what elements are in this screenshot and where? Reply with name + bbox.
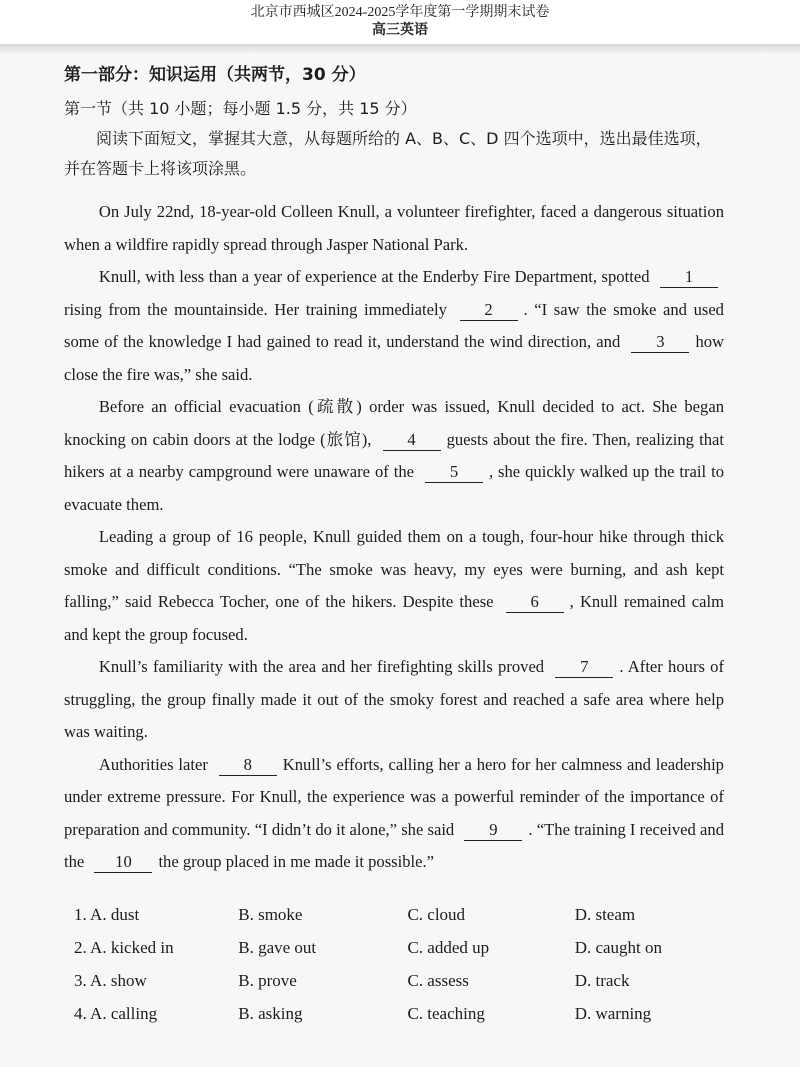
blank-6: 6 [506, 592, 564, 613]
paragraph-5: Knull’s familiarity with the area and her firefighting skills proved 7 . After hours of struggling, the group finally made it out of the smoky forest and reached a safe area where help was waiting. [64, 657, 724, 741]
option-a: 4. A. calling [74, 1004, 158, 1023]
blank-8: 8 [219, 755, 277, 776]
option-d: D. steam [574, 905, 636, 924]
option-c: C. teaching [407, 1004, 485, 1023]
option-a: 3. A. show [74, 971, 147, 990]
option-c: C. cloud [407, 905, 466, 924]
section-title: 第一节（共 10 小题；每小题 1.5 分，共 15 分） [64, 99, 417, 118]
exam-header [0, 0, 800, 44]
blank-7: 7 [555, 657, 613, 678]
options-row-3 [74, 965, 724, 998]
option-d: D. caught on [574, 938, 663, 957]
paragraph-2: Knull, with less than a year of experience at the Enderby Fire Department, spotted 1rising from the mountainside. Her training immediately 2 . “I saw the smoke and used some of the knowledge I had gained to read it, understand the wind direction, and 3 how close the fire was,” she said. [64, 267, 725, 384]
options-row-4 [74, 998, 724, 1031]
blank-3: 3 [631, 332, 689, 353]
blank-5: 5 [425, 462, 483, 483]
blank-2: 2 [460, 300, 518, 321]
blank-10: 10 [94, 852, 152, 873]
option-a: 2. A. kicked in [74, 938, 174, 957]
option-c: C. assess [407, 971, 469, 990]
option-b: B. prove [238, 971, 297, 990]
paper-edge-shadow [0, 44, 800, 54]
part-title: 第一部分：知识运用（共两节，30 分） [64, 65, 366, 85]
blank-1: 1 [660, 267, 718, 288]
answer-options [74, 899, 724, 1031]
exam-paper [0, 44, 800, 1067]
cloze-passage [64, 196, 724, 879]
option-b: B. smoke [238, 905, 303, 924]
option-a: 1. A. dust [74, 905, 140, 924]
blank-4: 4 [383, 430, 441, 451]
instructions: 阅读下面短文，掌握其大意，从每题所给的 A、B、C、D 四个选项中，选出最佳选项，并在答题卡上将该项涂黑。 [64, 129, 712, 178]
option-c: C. added up [407, 938, 490, 957]
paper-content [64, 60, 724, 1031]
paragraph-3: Before an official evacuation (疏散) order was issued, Knull decided to act. She began knocking on cabin doors at the lodge (旅馆), 4 guests about the fire. Then, realizing that hikers at a nearby campground were unaware of the 5 , she quickly walked up the trail to evacuate them. [64, 397, 724, 514]
paragraph-4: Leading a group of 16 people, Knull guided them on a tough, four-hour hike through thick smoke and difficult conditions. “The smoke was heavy, my eyes were burning, and ash kept falling,” said Rebecca Tocher, one of the hikers. Despite these 6 , Knull remained calm and kept the group focused. [64, 527, 724, 644]
option-b: B. gave out [238, 938, 317, 957]
paragraph-1: On July 22nd, 18-year-old Colleen Knull, a volunteer firefighter, faced a dangerous situation when a wildfire rapidly spread through Jasper National Park. [64, 202, 724, 254]
options-row-1 [74, 899, 724, 932]
option-d: D. track [574, 971, 630, 990]
option-b: B. asking [238, 1004, 303, 1023]
exam-title: 北京市西城区2024-2025学年度第一学期期末试卷 [250, 5, 550, 20]
options-row-2 [74, 932, 724, 965]
exam-subject: 高三英语 [372, 23, 428, 38]
option-d: D. warning [574, 1004, 652, 1023]
blank-9: 9 [464, 820, 522, 841]
paragraph-6: Authorities later 8 Knull’s efforts, calling her a hero for her calmness and leadership under extreme pressure. For Knull, the experience was a powerful reminder of the importance of preparation and community. “I didn’t do it alone,” she said 9 . “The training I received and the 10 the group placed in me made it possible.” [64, 754, 724, 871]
